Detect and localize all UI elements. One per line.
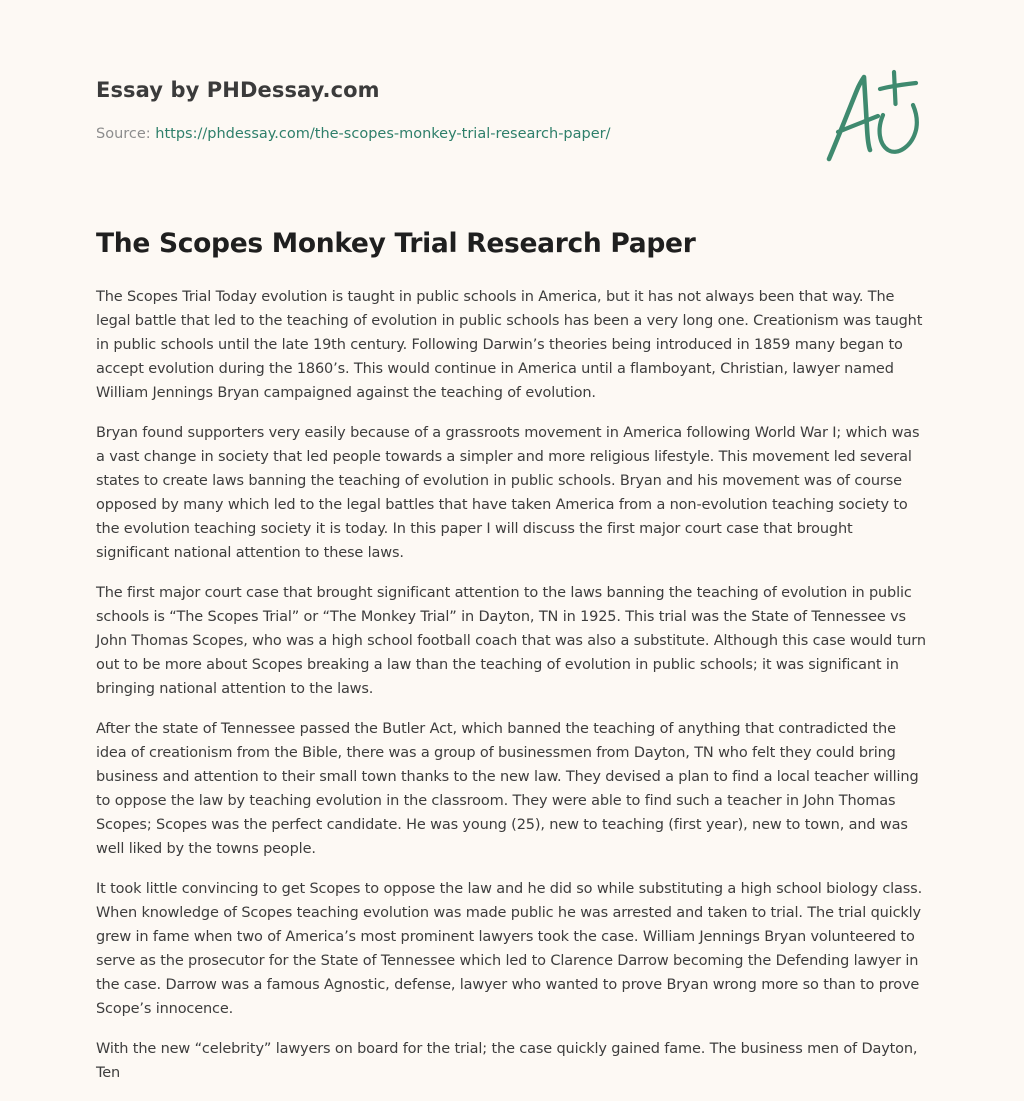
essay-paragraph: Bryan found supporters very easily because of a grassroots movement in America following World War I; which was a vast change in society that led people towards a simpler and more religious lifestyle. This movement led several states to create laws banning the teaching of evolution in public schools. Bryan and his movement was of course opposed by many which led to the legal battles that have taken America from a non-evolution teaching society to the evolution teaching society it is today. In this paper I will discuss the first major court case that brought significant national attention to these laws. (96, 425, 920, 561)
source-label: Source: (96, 126, 156, 142)
essay-title: The Scopes Monkey Trial Research Paper (96, 228, 696, 259)
essay-paragraph: The first major court case that brought significant attention to the laws banning the teaching of evolution in public schools is “The Scopes Trial” or “The Monkey Trial” in Dayton, TN in 1925. This trial was the State of Tennessee vs John Thomas Scopes, who was a high school football coach that was also a substitute. Although this case would turn out to be more about Scopes breaking a law than the teaching of evolution in public schools; it was significant in bringing national attention to the laws. (96, 585, 926, 697)
essay-paragraph: After the state of Tennessee passed the Butler Act, which banned the teaching of anything that contradicted the idea of creationism from the Bible, there was a group of businessmen from Dayton, TN who felt they could bring business and attention to their small town thanks to the new law. They devised a plan to find a local teacher willing to oppose the law by teaching evolution in the classroom. They were able to find such a teacher in John Thomas Scopes; Scopes was the perfect candidate. He was young (25), new to teaching (first year), new to town, and was well liked by the towns people. (96, 721, 919, 857)
source-line (96, 124, 756, 144)
essay-paragraph: With the new “celebrity” lawyers on board for the trial; the case quickly gained fame. The business men of Dayton, Ten (96, 1041, 918, 1081)
site-brand: Essay by PHDessay.com (96, 78, 380, 102)
a-plus-logo-icon (818, 66, 930, 166)
essay-body (96, 285, 930, 1101)
essay-paragraph: It took little convincing to get Scopes to oppose the law and he did so while substituting a high school biology class. When knowledge of Scopes teaching evolution was made public he was arrested and taken to trial. The trial quickly grew in fame when two of America’s most prominent lawyers took the case. William Jennings Bryan volunteered to serve as the prosecutor for the State of Tennessee which led to Clarence Darrow becoming the Defending lawyer in the case. Darrow was a famous Agnostic, defense, lawyer who wanted to prove Bryan wrong more so than to prove Scope’s innocence. (96, 881, 923, 1017)
essay-header (96, 76, 756, 144)
essay-paragraph: The Scopes Trial Today evolution is taught in public schools in America, but it has not always been that way. The legal battle that led to the teaching of evolution in public schools has been a very long one. Creationism was taught in public schools until the late 19th century. Following Darwin’s theories being introduced in 1859 many began to accept evolution during the 1860’s. This would continue in America until a flamboyant, Christian, lawyer named William Jennings Bryan campaigned against the teaching of evolution. (96, 289, 923, 401)
source-link[interactable]: https://phdessay.com/the-scopes-monkey-trial-research-paper/ (155, 126, 611, 142)
